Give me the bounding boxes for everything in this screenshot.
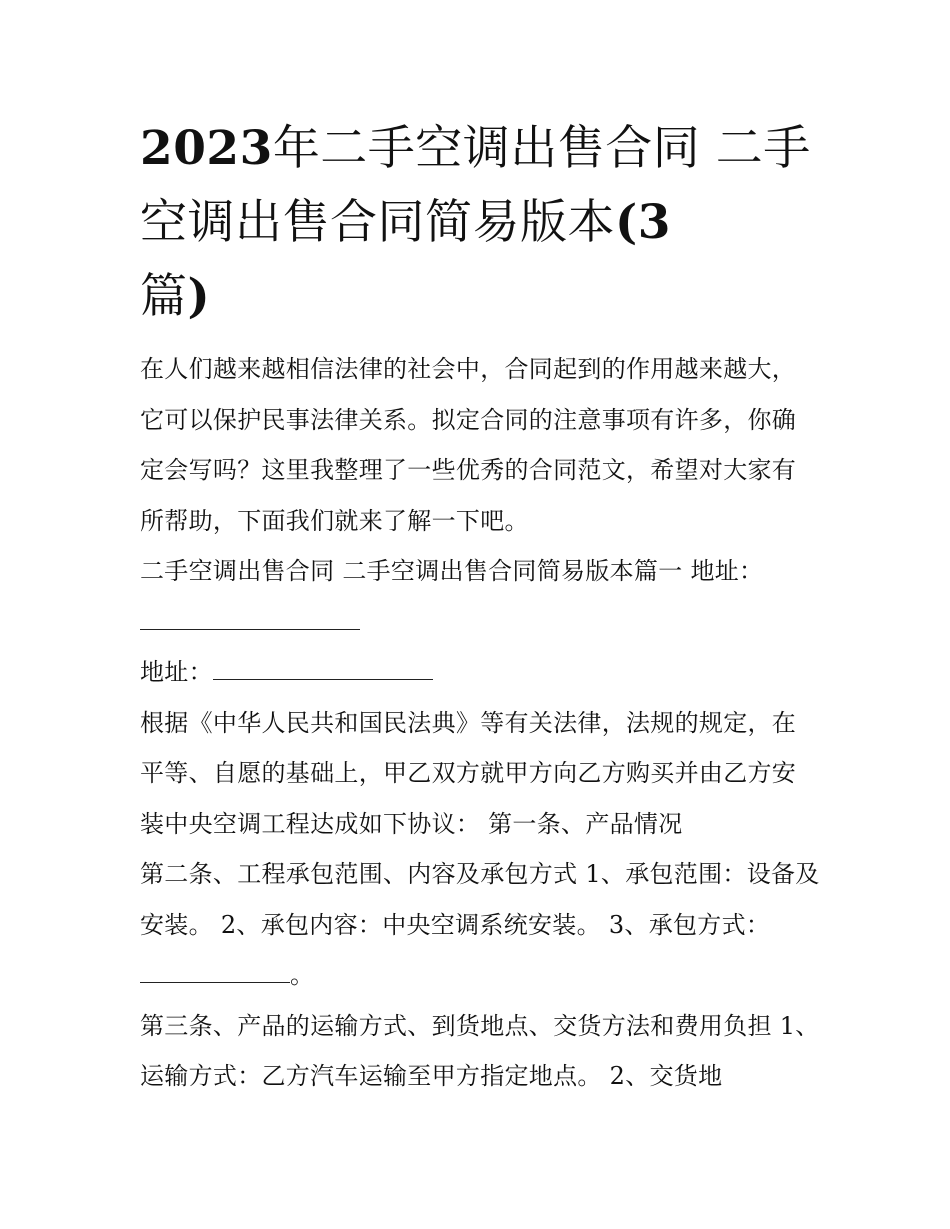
document-title bbox=[140, 112, 820, 334]
section1-heading bbox=[140, 546, 820, 647]
article2-end: 。 bbox=[290, 961, 315, 989]
document-page bbox=[140, 112, 820, 1102]
address-blank-1 bbox=[140, 601, 360, 630]
address-label: 地址： bbox=[140, 658, 213, 686]
intro-paragraph: 在人们越来越相信法律的社会中，合同起到的作用越来越大，它可以保护民事法律关系。拟定合同的注意事项有许多，你确定会写吗？这里我整理了一些优秀的合同范文，希望对大家有所帮助，下面我们就来了解一下吧。 bbox=[140, 355, 797, 535]
article3-paragraph: 第三条、产品的运输方式、到货地点、交货方法和费用负担 1、运输方式：乙方汽车运输至甲方指定地点。 2、交货地 bbox=[140, 1011, 820, 1090]
title-paren-open: (3 bbox=[615, 195, 671, 250]
contract-method-blank bbox=[140, 954, 290, 983]
title-year: 2023 bbox=[140, 121, 273, 176]
basis-paragraph: 根据《中华人民共和国民法典》等有关法律，法规的规定，在平等、自愿的基础上，甲乙双方就甲方向乙方购买并由乙方安装中央空调工程达成如下协议： 第一条、产品情况 bbox=[140, 708, 797, 838]
address-line bbox=[140, 647, 820, 698]
title-paren-close: ) bbox=[187, 269, 211, 324]
address-blank-2 bbox=[213, 651, 433, 680]
section1-heading-text: 二手空调出售合同 二手空调出售合同简易版本篇一 地址： bbox=[140, 557, 764, 585]
article2-text: 第二条、工程承包范围、内容及承包方式 1、承包范围：设备及安装。 2、承包内容：中央空调系统安装。 3、承包方式： bbox=[140, 860, 820, 939]
title-main: 年二手空调出售合同 二手空调出售合同简易版本 bbox=[140, 121, 811, 250]
article2-paragraph bbox=[140, 849, 820, 1001]
title-pian: 篇 bbox=[140, 269, 188, 324]
